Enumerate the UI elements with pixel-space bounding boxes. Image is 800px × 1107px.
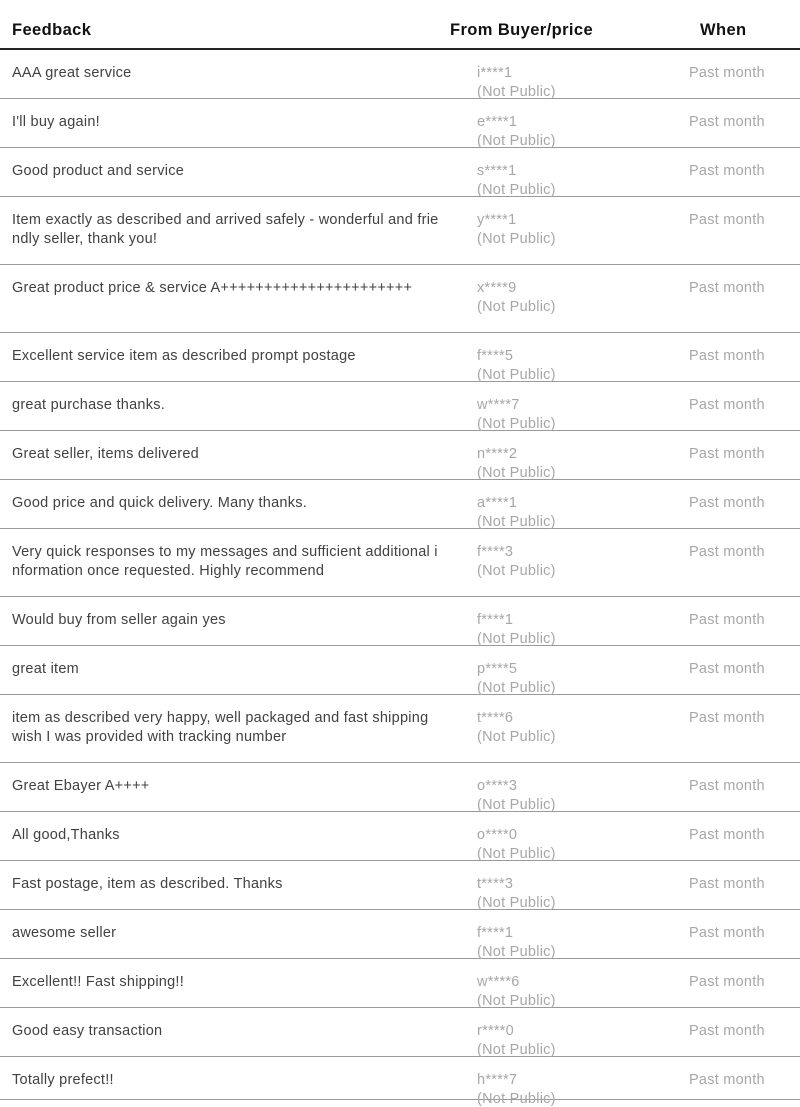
feedback-date: Past month (689, 1023, 765, 1039)
privacy-label: (Not Public) (477, 182, 556, 198)
buyer-cell (477, 113, 556, 151)
buyer-username: x****9 (477, 280, 517, 296)
feedback-text: Totally prefect!! (12, 1072, 114, 1088)
buyer-username: e****1 (477, 114, 518, 130)
table-row (0, 763, 800, 812)
buyer-username: r****0 (477, 1023, 514, 1039)
privacy-label: (Not Public) (477, 84, 556, 100)
privacy-label: (Not Public) (477, 944, 556, 960)
buyer-cell (477, 660, 556, 698)
buyer-cell (477, 211, 556, 249)
buyer-username: f****3 (477, 544, 514, 560)
feedback-date: Past month (689, 280, 765, 296)
feedback-text: Great product price & service A++++++++++++++++++++++ (12, 280, 413, 296)
buyer-cell (477, 777, 556, 815)
buyer-username: f****5 (477, 348, 514, 364)
feedback-date: Past month (689, 612, 765, 628)
privacy-label: (Not Public) (477, 416, 556, 432)
privacy-label: (Not Public) (477, 680, 556, 696)
table-row (0, 959, 800, 1008)
privacy-label: (Not Public) (477, 846, 556, 862)
feedback-date: Past month (689, 974, 765, 990)
buyer-username: h****7 (477, 1072, 518, 1088)
table-row (0, 148, 800, 197)
buyer-username: t****3 (477, 876, 514, 892)
buyer-cell (477, 543, 556, 581)
feedback-text: Would buy from seller again yes (12, 612, 226, 628)
table-row (0, 50, 800, 99)
privacy-label: (Not Public) (477, 231, 556, 247)
buyer-username: o****3 (477, 778, 518, 794)
buyer-cell (477, 611, 556, 649)
buyer-username: w****6 (477, 974, 520, 990)
feedback-text: Item exactly as described and arrived safely - wonderful and friendly seller, thank you! (12, 212, 439, 247)
feedback-text: Excellent!! Fast shipping!! (12, 974, 184, 990)
table-row (0, 480, 800, 529)
buyer-cell (477, 64, 556, 102)
buyer-cell (477, 279, 556, 317)
feedback-text: AAA great service (12, 65, 132, 81)
feedback-text: Good product and service (12, 163, 185, 179)
feedback-text: great item (12, 661, 79, 677)
privacy-label: (Not Public) (477, 299, 556, 315)
buyer-username: p****5 (477, 661, 518, 677)
buyer-username: t****6 (477, 710, 514, 726)
feedback-date: Past month (689, 827, 765, 843)
feedback-text: great purchase thanks. (12, 397, 166, 413)
feedback-text: Good easy transaction (12, 1023, 163, 1039)
buyer-username: i****1 (477, 65, 513, 81)
table-row (0, 910, 800, 959)
buyer-cell (477, 1071, 556, 1107)
feedback-date: Past month (689, 925, 765, 941)
table-row (0, 646, 800, 695)
feedback-date: Past month (689, 1072, 765, 1088)
buyer-username: y****1 (477, 212, 517, 228)
feedback-text: Great Ebayer A++++ (12, 778, 150, 794)
table-row (0, 1008, 800, 1057)
privacy-label: (Not Public) (477, 1091, 556, 1107)
feedback-date: Past month (689, 710, 765, 726)
table-row (0, 265, 800, 333)
column-header-from-buyer-price: From Buyer/price (450, 21, 594, 39)
feedback-text: I'll buy again! (12, 114, 100, 130)
buyer-cell (477, 396, 556, 434)
feedback-date: Past month (689, 163, 765, 179)
feedback-date: Past month (689, 661, 765, 677)
privacy-label: (Not Public) (477, 1042, 556, 1058)
buyer-cell (477, 162, 556, 200)
privacy-label: (Not Public) (477, 993, 556, 1009)
feedback-date: Past month (689, 212, 765, 228)
feedback-text: Very quick responses to my messages and sufficient additional information once requested. Highly recommend (12, 544, 438, 579)
feedback-date: Past month (689, 348, 765, 364)
buyer-username: w****7 (477, 397, 520, 413)
buyer-cell (477, 875, 556, 913)
privacy-label: (Not Public) (477, 514, 556, 530)
buyer-username: o****0 (477, 827, 518, 843)
buyer-cell (477, 826, 556, 864)
column-header-feedback: Feedback (12, 21, 92, 39)
feedback-text: Fast postage, item as described. Thanks (12, 876, 283, 892)
feedback-date: Past month (689, 114, 765, 130)
privacy-label: (Not Public) (477, 729, 556, 745)
privacy-label: (Not Public) (477, 631, 556, 647)
feedback-text: Good price and quick delivery. Many thanks. (12, 495, 307, 511)
feedback-text: Great seller, items delivered (12, 446, 199, 462)
column-header-when: When (700, 21, 747, 39)
buyer-cell (477, 924, 556, 962)
privacy-label: (Not Public) (477, 797, 556, 813)
privacy-label: (Not Public) (477, 133, 556, 149)
feedback-text: Excellent service item as described prompt postage (12, 348, 356, 364)
buyer-username: f****1 (477, 925, 514, 941)
buyer-cell (477, 347, 556, 385)
table-row (0, 597, 800, 646)
privacy-label: (Not Public) (477, 563, 556, 579)
feedback-date: Past month (689, 446, 765, 462)
feedback-date: Past month (689, 544, 765, 560)
feedback-text: awesome seller (12, 925, 117, 941)
table-row (0, 333, 800, 382)
buyer-username: n****2 (477, 446, 518, 462)
feedback-date: Past month (689, 778, 765, 794)
buyer-cell (477, 445, 556, 483)
table-body (0, 50, 800, 1107)
buyer-cell (477, 709, 556, 747)
feedback-date: Past month (689, 876, 765, 892)
table-row (0, 1057, 800, 1107)
table-row (0, 382, 800, 431)
buyer-username: a****1 (477, 495, 518, 511)
table-header (0, 0, 800, 50)
privacy-label: (Not Public) (477, 895, 556, 911)
table-row (0, 812, 800, 861)
table-row (0, 99, 800, 148)
feedback-date: Past month (689, 65, 765, 81)
table-row (0, 431, 800, 480)
buyer-cell (477, 1022, 556, 1060)
privacy-label: (Not Public) (477, 367, 556, 383)
buyer-cell (477, 973, 556, 1011)
table-row (0, 197, 800, 265)
table-row (0, 861, 800, 910)
table-row (0, 695, 800, 763)
feedback-text: All good,Thanks (12, 827, 120, 843)
table-row (0, 529, 800, 597)
buyer-username: s****1 (477, 163, 517, 179)
privacy-label: (Not Public) (477, 465, 556, 481)
feedback-date: Past month (689, 495, 765, 511)
buyer-username: f****1 (477, 612, 514, 628)
feedback-date: Past month (689, 397, 765, 413)
buyer-cell (477, 494, 556, 532)
feedback-text: item as described very happy, well packaged and fast shipping wish I was provided with tracking number (12, 710, 429, 745)
